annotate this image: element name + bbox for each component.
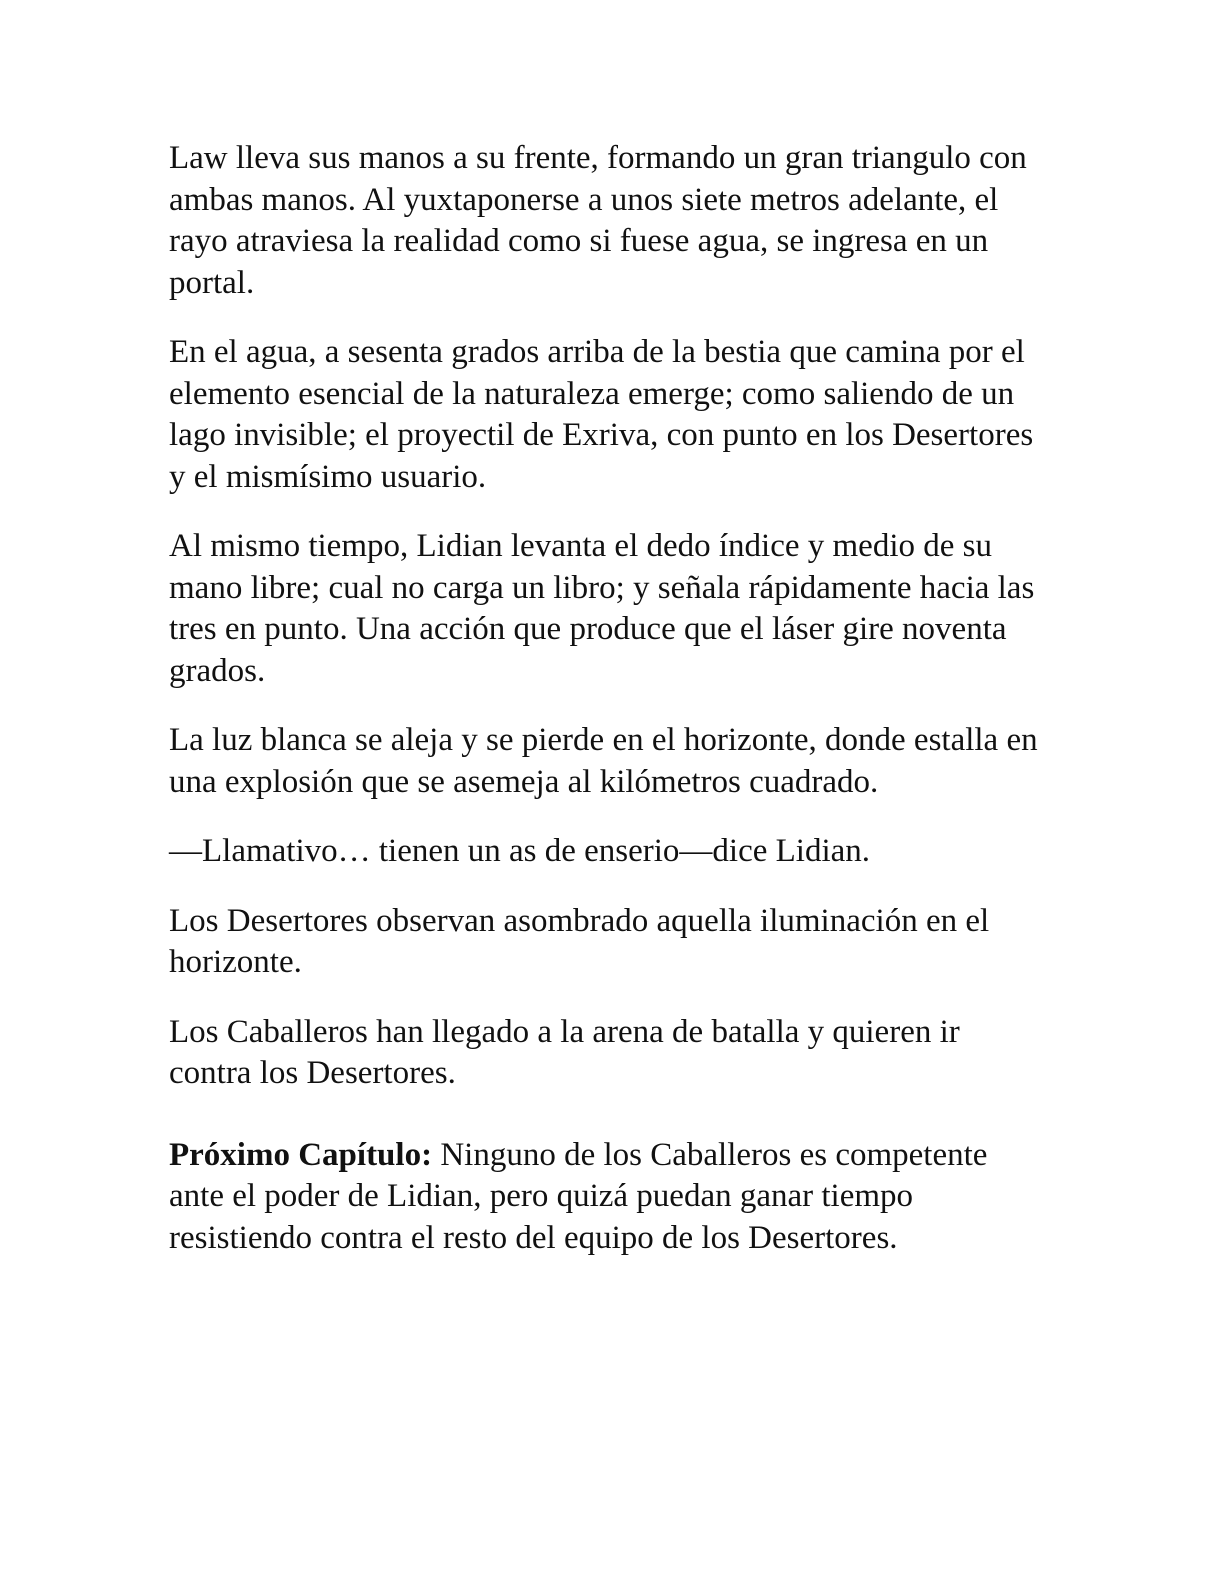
paragraph-2: En el agua, a sesenta grados arriba de la bestia que camina por el elemento esencial de la naturaleza emerge; como saliendo de un lago invisible; el proyectil de Exriva, con punto en los Desertores y el mismísimo usuario.	[169, 334, 1034, 495]
paragraph-7: Los Caballeros han llegado a la arena de batalla y quieren ir contra los Desertores.	[169, 1013, 960, 1091]
paragraph-3: Al mismo tiempo, Lidian levanta el dedo índice y medio de su mano libre; cual no carga un libro; y señala rápidamente hacia las tres en punto. Una acción que produce que el láser gire noventa grados.	[169, 528, 1035, 689]
next-chapter-paragraph	[169, 1135, 1049, 1260]
next-chapter-label: Próximo Capítulo:	[169, 1136, 433, 1173]
dialogue-line: —Llamativo… tienen un as de enserio—dice Lidian.	[169, 833, 871, 869]
paragraph-6: Los Desertores observan asombrado aquella iluminación en el horizonte.	[169, 902, 990, 980]
paragraph-1: Law lleva sus manos a su frente, formando un gran triangulo con ambas manos. Al yuxtaponerse a unos siete metros adelante, el rayo atraviesa la realidad como si fuese agua, se ingresa en un portal.	[169, 140, 1027, 301]
document-body	[169, 138, 1049, 1287]
next-chapter-text: Ninguno de los Caballeros es competente ante el poder de Lidian, pero quizá puedan ganar tiempo resistiendo contra el resto del equipo de los Desertores.	[169, 1136, 988, 1256]
paragraph-4: La luz blanca se aleja y se pierde en el horizonte, donde estalla en una explosión que se asemeja al kilómetros cuadrado.	[169, 722, 1038, 800]
